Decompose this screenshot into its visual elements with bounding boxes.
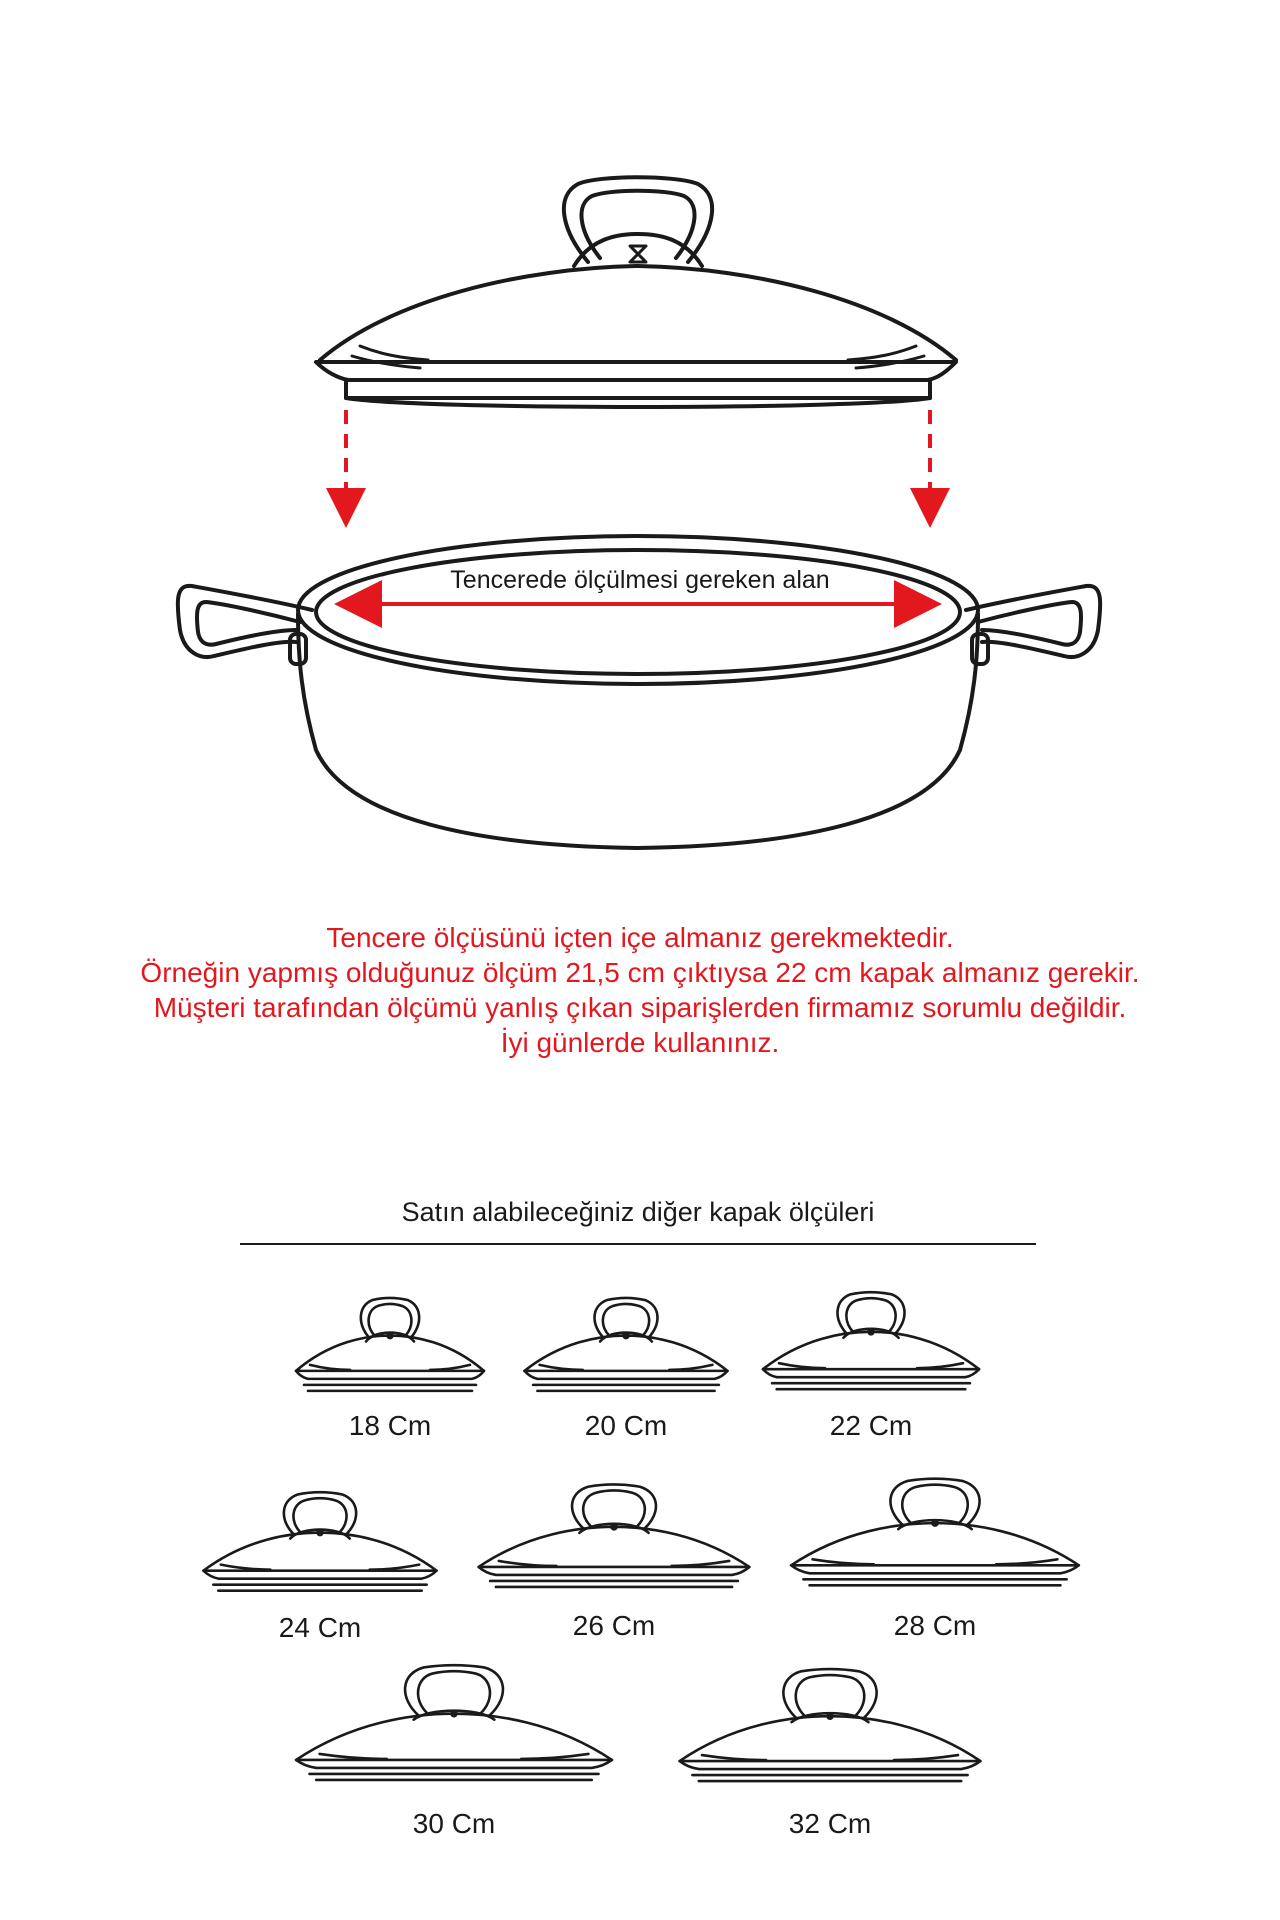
lid-size-label: 28 Cm [893,1610,977,1641]
lid-to-pot-guides [346,410,930,508]
lid-size-item[interactable] [196,1490,444,1644]
lid-size-label: 30 Cm [412,1808,496,1839]
notice-line: Müşteri tarafından ölçümü yanlış çıkan siparişlerden firmamız sorumlu değildir. [153,992,1127,1023]
lid-icon [670,1666,990,1798]
lid-icon [196,1490,444,1602]
lid-icon [756,1290,986,1400]
lid-size-item[interactable] [518,1296,734,1442]
section-divider [240,1243,1036,1245]
notice-line: Örneğin yapmış olduğunuz ölçüm 21,5 cm çıktıysa 22 cm kapak almanız gerekir. [140,957,1140,988]
pot-and-lid-illustration [0,0,1280,880]
lid-illustration [316,177,956,407]
lid-size-item[interactable] [470,1482,758,1642]
lid-size-label: 22 Cm [829,1410,913,1441]
lid-icon [782,1476,1088,1600]
lid-size-label: 26 Cm [572,1610,656,1641]
measure-area-label: Tencerede ölçülmesi gereken alan [450,566,830,594]
lid-size-item[interactable] [756,1290,986,1442]
notice-line: Tencere ölçüsünü içten içe almanız gerekmektedir. [326,922,954,953]
lid-size-item[interactable] [782,1476,1088,1642]
lid-size-item[interactable] [290,1296,490,1442]
lid-icon [470,1482,758,1600]
lid-size-label: 18 Cm [348,1410,432,1441]
lid-size-label: 24 Cm [278,1612,362,1643]
measurement-notice [80,920,1200,1060]
lid-size-label: 20 Cm [584,1410,668,1441]
lid-icon [290,1296,490,1400]
lid-size-item[interactable] [286,1662,622,1840]
lid-icon [286,1662,622,1798]
lid-size-item[interactable] [670,1666,990,1840]
notice-line: İyi günlerde kullanınız. [500,1027,780,1058]
lid-icon [518,1296,734,1400]
other-sizes-title: Satın alabileceğiniz diğer kapak ölçüleri [401,1197,875,1227]
lid-size-label: 32 Cm [788,1808,872,1839]
